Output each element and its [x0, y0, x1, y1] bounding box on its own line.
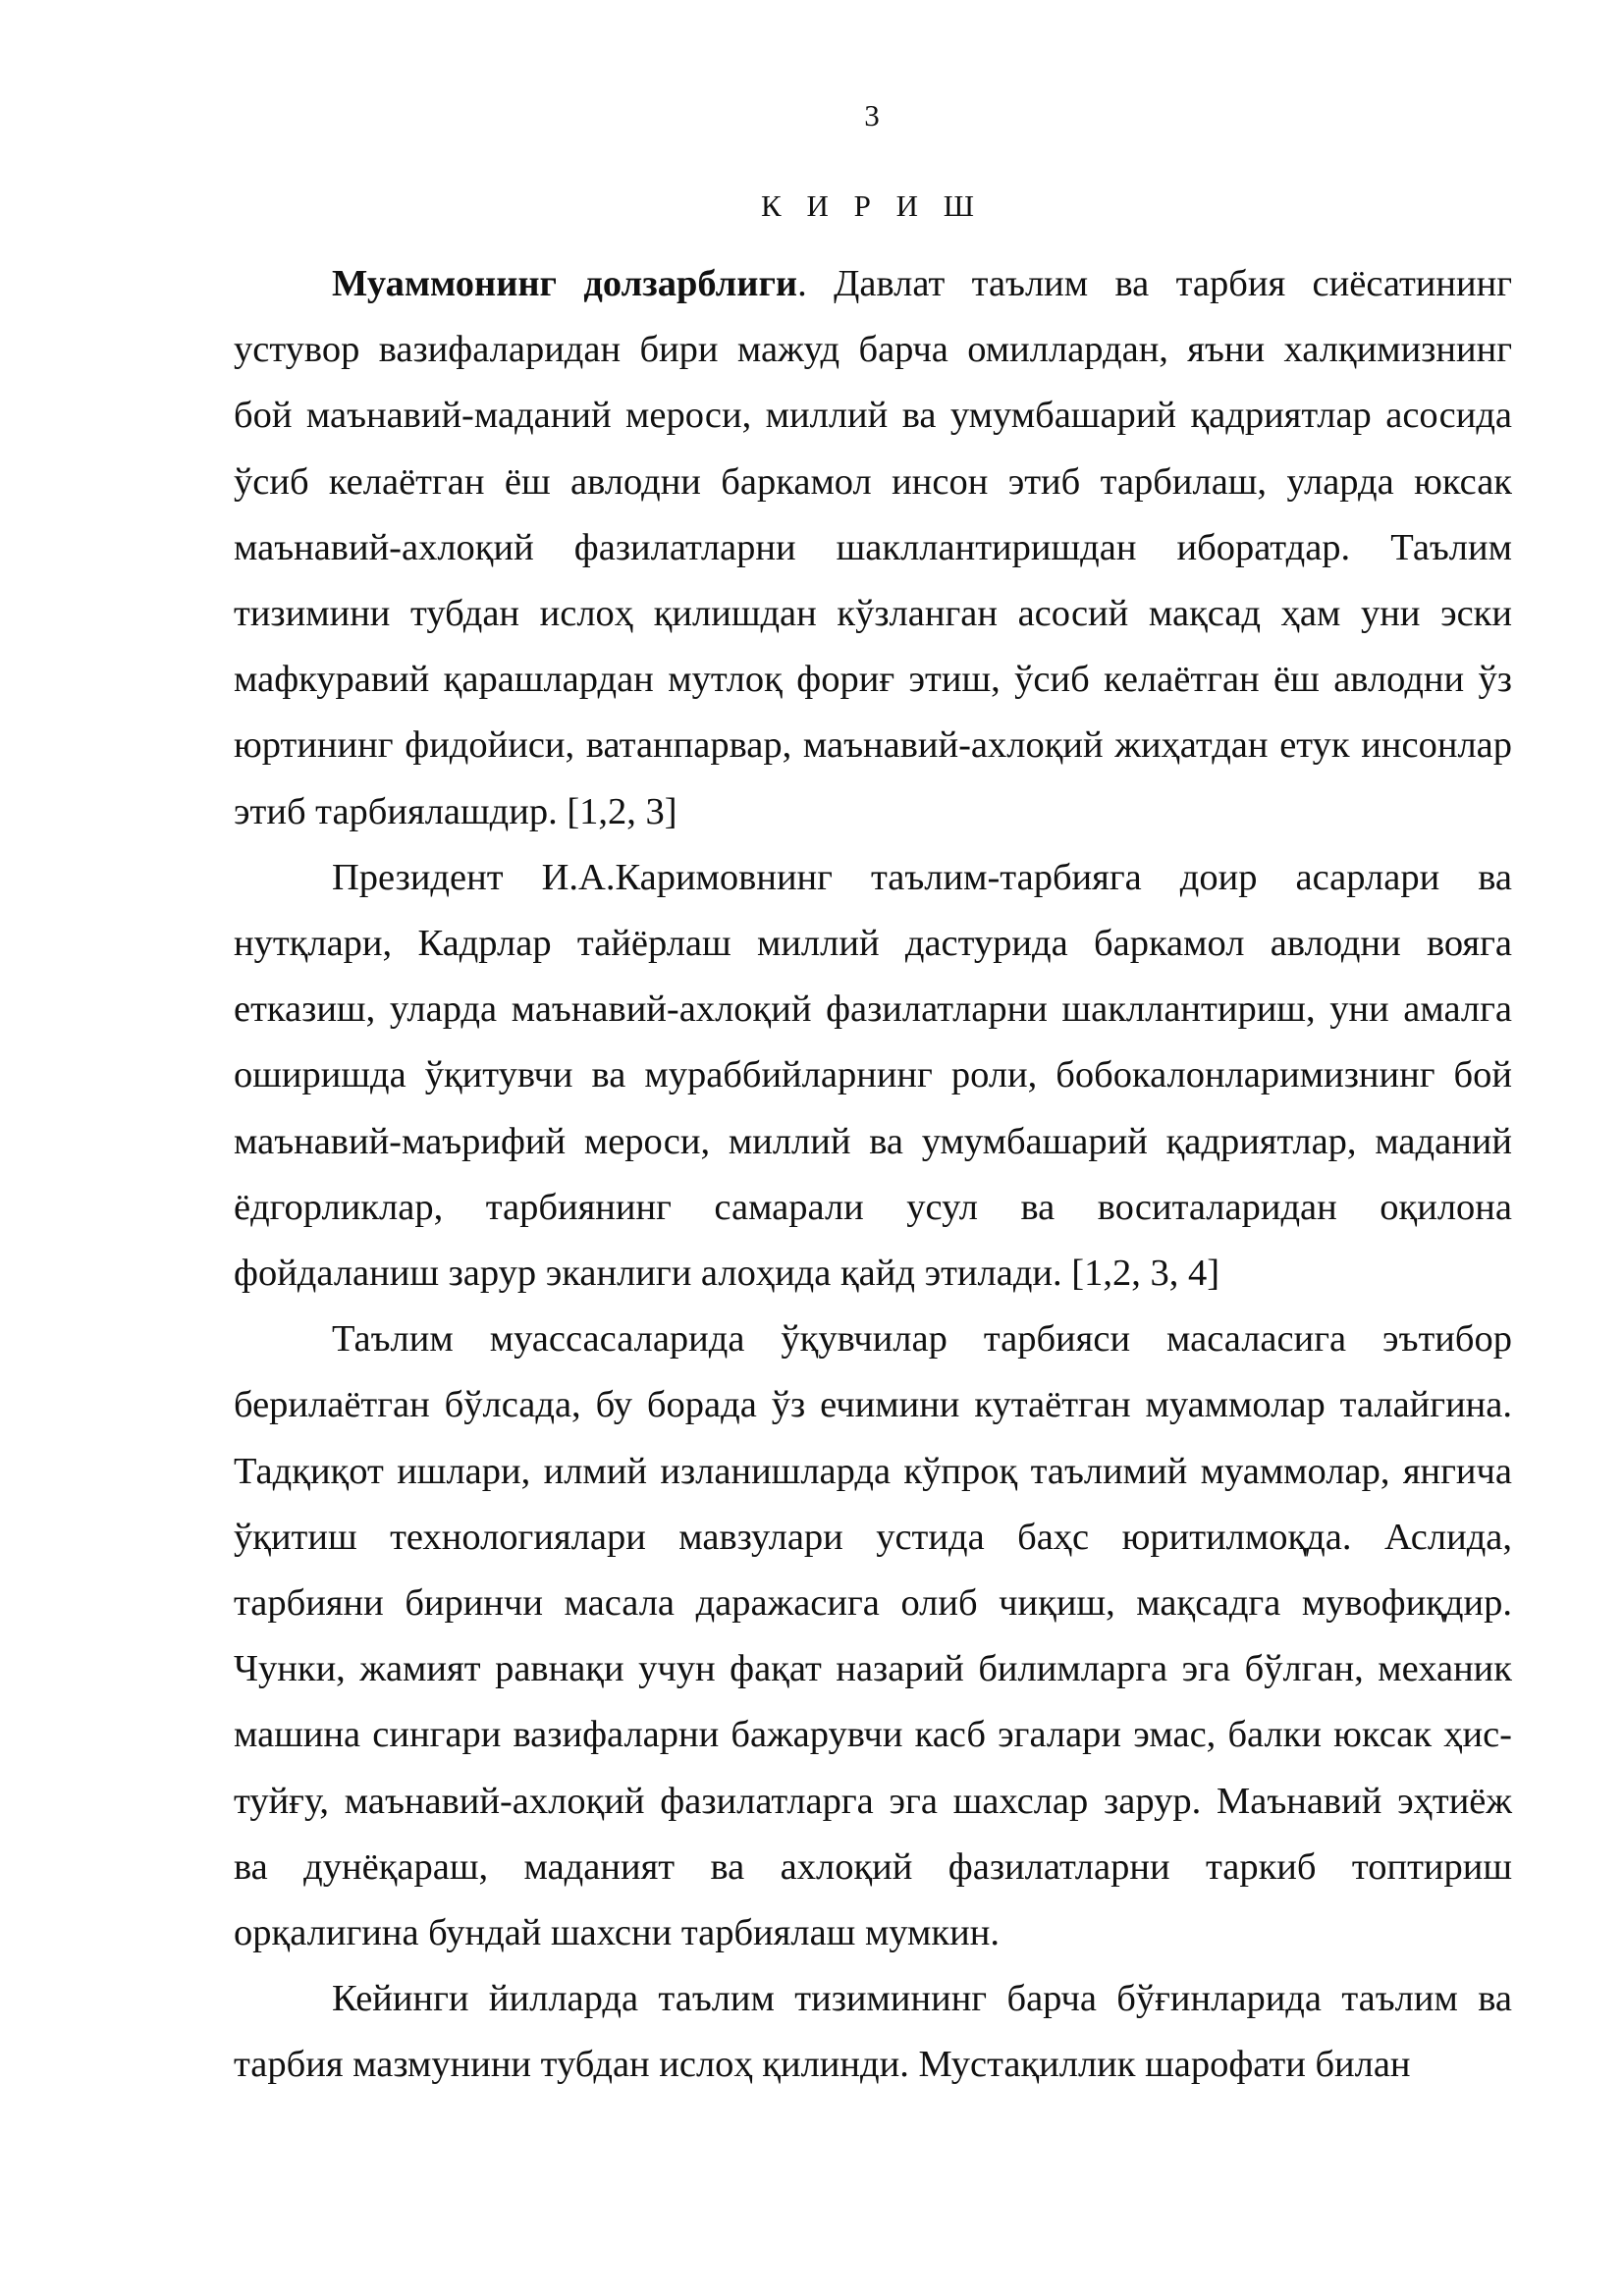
paragraph-reforms: Кейинги йилларда таълим тизимининг барча бўғинларида таълим ва тарбия мазмунини тубдан ислоҳ қилинди. Мустақиллик шарофати билан: [234, 1978, 1512, 2086]
paragraph-president: Президент И.А.Каримовнинг таълим-тарбияга доир асарлари ва нутқлари, Кадрлар тайёрлаш миллий дастурида баркамол авлодни вояга етказиш, уларда маънавий-ахлоқий фазилатларни шакллантириш, уни амалга оширишда ўқитувчи ва мураббийларнинг роли, бобокалонларимизнинг бой маънавий-маърифий мероси, миллий ва умумбашарий қадриятлар, маданий ёдгорликлар, тарбиянинг самарали усул ва воситаларидан оқилона фойдаланиш зарур эканлиги алоҳида қайд этилади. [1,2, 3, 4]: [234, 856, 1512, 1295]
paragraph-text: . Давлат таълим ва тарбия сиёсатининг устувор вазифаларидан бири мажуд барча омиллардан, яъни халқимизнинг бой маънавий-маданий мероси, миллий ва умумбашарий қадриятлар асосида ўсиб келаётган ёш авлодни баркамол инсон этиб тарбилаш, уларда юксак маънавий-ахлоқий фазилатларни шакллантиришдан иборатдар. Таълим тизимини тубдан ислоҳ қилишдан кўзланган асосий мақсад ҳам уни эски мафкуравий қарашлардан мутлоқ фориғ этиш, ўсиб келаётган ёш авлодни ўз юртининг фидойиси, ватанпарвар, маънавий-ахлоқий жиҳатдан етук инсонлар этиб тарбиялашдир. [1,2, 3]: [234, 263, 1512, 832]
paragraph-relevance: [234, 251, 1512, 845]
section-heading: К И Р И Ш: [761, 188, 983, 223]
paragraph-institutions: Таълим муассасаларида ўқувчилар тарбияси масаласига эътибор берилаётган бўлсада, бу борада ўз ечимини кутаётган муаммолар талайгина. Тадқиқот ишлари, илмий изланишларда кўпроқ таълимий муаммолар, янгича ўқитиш технологиялари мавзулари устида баҳс юритилмоқда. Аслида, тарбияни биринчи масала даражасига олиб чиқиш, мақсадга мувофиқдир. Чунки, жамият равнақи учун фақат назарий билимларга эга бўлган, механик машина сингари вазифаларни бажарувчи касб эгалари эмас, балки юксак ҳис-туйғу, маънавий-ахлоқий фазилатларга эга шахслар зарур. Маънавий эҳтиёж ва дунёқараш, маданият ва ахлоқий фазилатларни таркиб топтириш орқалигина бундай шахсни тарбиялаш мумкин.: [234, 1318, 1512, 1954]
page-number: 3: [864, 98, 880, 133]
paragraph-lead: Муаммонинг долзарблиги: [332, 263, 798, 304]
body-text: [234, 251, 1512, 2099]
